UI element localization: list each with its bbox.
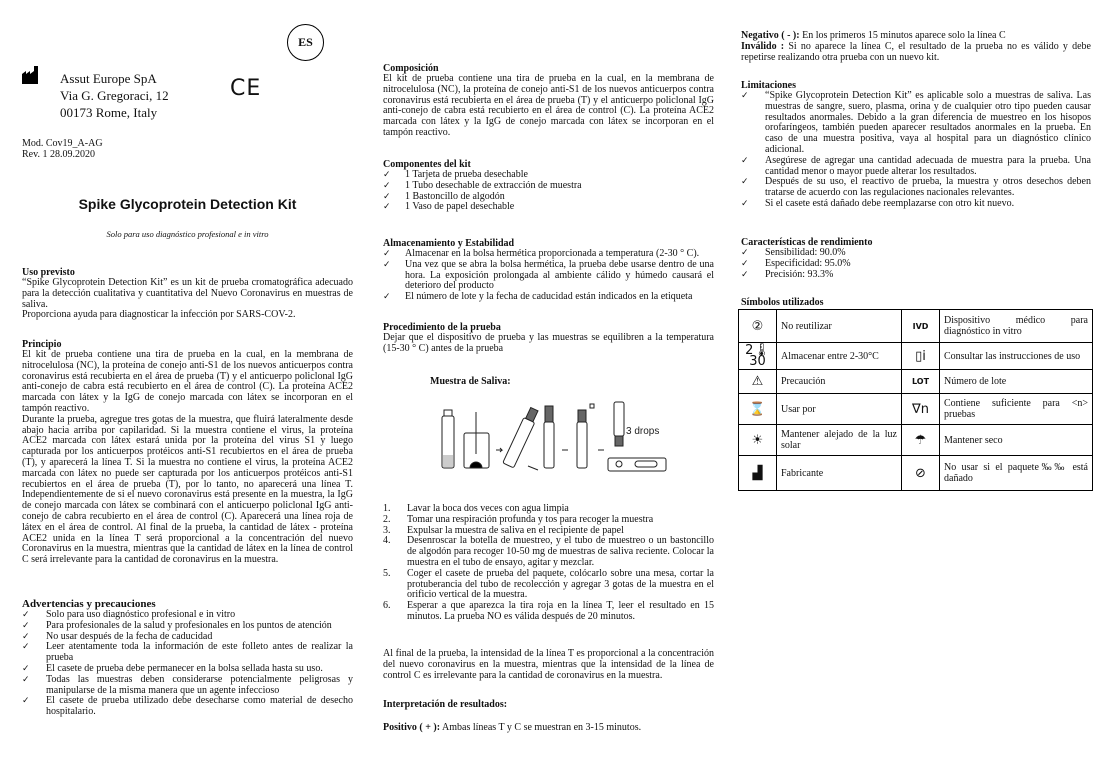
- symbols-table: [738, 309, 1093, 491]
- paragraph: Dejar que el dispositivo de prueba y las muestras se equilibren a la temperatura (15-30 ° C) antes de la prueba: [383, 332, 714, 354]
- ivd-icon: IVD: [902, 310, 940, 343]
- checklist-item: ✓ El casete de prueba utilizado debe desecharse como material de desecho hospitalario.: [22, 696, 353, 718]
- checklist-item: ✓ 1 Tarjeta de prueba desechable: [383, 170, 714, 181]
- paragraph: Durante la prueba, agregue tres gotas de la muestra, que fluirá lateralmente desde abajo hacia arriba por capilaridad. Si la muestra contiene el virus, la proteína ACE2 marcada con látex estará unida por la proteína del virus S1 y luego capturada por los anticuerpos protéicos anti-S1 recubiertos en el área de prueba (T), y aparecerá la línea T. Si la muestra no contiene el virus, la proteína ACE2 marcada con látex no puede ser capturada por los anticuerpos protéicos anti-S1 recubiertos en el área de prueba (T), por lo tanto, no aparecerá una línea T. Independientemente de si el nuevo coronavirus está presente en la muestra, la IgG de conejo marcada con látex se combinará con el anticuerpo policlonal IgG anti-conejo de cabra recubierto en el área de control (C). Aparecerá una línea roja de látex en el área de control. Al final de la prueba, la cantidad de látex - proteína ACE2 unida en la línea T será proporcional a la concentración del nuevo Coronavirus en la muestra, mientras que la cantidad de látex en la línea de control C será irrelevante para la cantidad de coronavirus en la muestra.: [22, 413, 353, 566]
- checklist-item: ✓ No usar después de la fecha de caducidad: [22, 632, 353, 643]
- checklist-item: ✓ Sensibilidad: 90.0%: [741, 248, 1091, 259]
- revision: Rev. 1 28.09.2020: [22, 149, 95, 160]
- step-text: Esperar a que aparezca la tira roja en la línea T, leer el resultado en 15 minutos. La prueba NO es válida después de 20 minutos.: [407, 600, 714, 622]
- section-rendimiento: [741, 237, 1091, 280]
- document-subtitle: Solo para uso diagnóstico profesional e in vitro: [106, 229, 269, 239]
- paragraph: El kit de prueba contiene una tira de prueba en la cual, en la membrana de nitrocelulosa (NC), la proteína de conejo anti-S1 de los nuevos anticuerpos contra coronavirus está recubierta en el área de prueba (T) y el anticuerpo policlonal IgG anti-conejo de cabra está recubierto en el área de control (C). La proteína ACE2 marcada con látex y la IgG de conejo marcada con látex se incorporan en el tampón reactivo.: [383, 73, 714, 138]
- procedure-step: [383, 569, 714, 601]
- checklist-item: ✓ Después de su uso, el reactivo de prueba, la muestra y otros desechos deben tratarse de acuerdo con las regulaciones nacionales relevantes.: [741, 177, 1091, 199]
- step-text: Desenroscar la botella de muestreo, y el tubo de muestreo o un bastoncillo de algodón para recoger 10-50 mg de muestras de saliva reciente. Colocar la muestra en el tubo de ensayo, agitar y mezclar.: [407, 535, 714, 568]
- step-number: 5.: [383, 567, 391, 579]
- keep-away-sunlight-icon: ☀: [739, 425, 777, 456]
- section-uso-previsto: [22, 267, 353, 321]
- section-componentes: [383, 159, 714, 213]
- symbol-label: Precaución: [777, 370, 902, 394]
- text: En los primeros 15 minutos aparece solo la línea C: [799, 30, 1006, 41]
- checklist-item: ✓ Para profesionales de la salud y profesionales en los puntos de atención: [22, 621, 353, 632]
- section-principio: [22, 339, 353, 566]
- symbols-heading: Símbolos utilizados: [741, 297, 824, 308]
- checklist-item: ✓ Asegúrese de agregar una cantidad adecuada de muestra para la prueba. Una cantidad menor o mayor puede alterar los resultados.: [741, 156, 1091, 178]
- section-heading: Componentes del kit: [383, 159, 471, 170]
- symbol-label: Consultar las instrucciones de uso: [940, 343, 1093, 370]
- section-limitaciones: [741, 80, 1091, 210]
- symbol-row: [739, 310, 1093, 343]
- figure-title: Muestra de Saliva:: [430, 376, 511, 387]
- sufficient-for-icon: ∇n: [902, 394, 940, 425]
- temperature-limit-icon: 2🌡30: [739, 343, 777, 370]
- symbol-label: No usar si el paquete‰‰ está dañado: [940, 456, 1093, 491]
- label: Inválido :: [741, 40, 785, 52]
- section-procedimiento: [383, 322, 714, 355]
- checklist-item: ✓ Una vez que se abra la bolsa hermética, la prueba debe usarse dentro de una hora. La exposición prolongada al ambiente cálido y húmedo causará el deterioro del producto: [383, 260, 714, 292]
- manufacturer-icon: [22, 66, 41, 84]
- checklist-item: ✓ “Spike Glycoprotein Detection Kit” es aplicable solo a muestras de saliva. Las muestras de sangre, suero, plasma, orina y de cualquier otro tipo pueden causar resultados anormales. Debido a la gran diferencia de muestreo en los hisopos orofaríngeos, también pueden aparecer resultados anormales en la prueba. En caso de una muestra positiva, vaya al hospital para un diagnóstico clínico adicional.: [741, 91, 1091, 156]
- document-title: Spike Glycoprotein Detection Kit: [78, 196, 297, 212]
- checklist-item: ✓ Especificidad: 95.0%: [741, 259, 1091, 270]
- checklist-item: ✓ 1 Vaso de papel desechable: [383, 202, 714, 213]
- symbol-row: [739, 456, 1093, 491]
- section-interpretacion: [383, 699, 714, 734]
- step-text: Expulsar la muestra de saliva en el recipiente de papel: [407, 524, 624, 536]
- step-number: 6.: [383, 600, 391, 612]
- checklist-item: ✓ Precisión: 93.3%: [741, 270, 1091, 281]
- section-heading: Composición: [383, 63, 439, 74]
- paragraph: Proporciona ayuda para diagnosticar la infección por SARS-COV-2.: [22, 309, 296, 321]
- symbol-label: No reutilizar: [777, 310, 902, 343]
- do-not-use-damaged-icon: ⊘: [902, 456, 940, 491]
- symbol-row: [739, 394, 1093, 425]
- paragraph: El kit de prueba contiene una tira de prueba en la cual, en la membrana de nitrocelulosa (NC), la proteína de conejo anti-S1 de los nuevos anticuerpos contra coronavirus está recubierta en el área de prueba (T) y el anticuerpo policlonal IgG anti-conejo de cabra está recubierto en el área de control (C). La proteína ACE2 marcada con látex y la IgG de conejo marcada con látex se incorporan en el tampón reactivo.: [22, 349, 353, 414]
- procedure-step: [383, 601, 714, 623]
- symbol-label: Almacenar entre 2-30°C: [777, 343, 902, 370]
- symbol-label: Usar por: [777, 394, 902, 425]
- manufacturer-icon: ▟: [739, 456, 777, 491]
- step-text: Coger el casete de prueba del paquete, colócarlo sobre una mesa, cortar la protuberancia del tubo de recolección y agregar 3 gotas de la muestra en el orificio vertical de la muestra.: [407, 567, 714, 601]
- step-number: 3.: [383, 524, 391, 536]
- step-number: 4.: [383, 535, 391, 547]
- text: Ambas líneas T y C se muestran en 3-15 minutos.: [440, 722, 642, 733]
- section-composicion: [383, 63, 714, 139]
- checklist-item: ✓ El casete de prueba debe permanecer en la bolsa sellada hasta su uso.: [22, 664, 353, 675]
- keep-dry-icon: ☂: [902, 425, 940, 456]
- procedure-conclusion: Al final de la prueba, la intensidad de la línea T es proporcional a la concentración del nuevo coronavirus en la muestra, mientras que la intensidad de la línea de control C es irrelevante para la cantidad de coronavirus en la muestra.: [383, 648, 714, 681]
- model-info: [22, 138, 103, 160]
- street: Via G. Gregoraci, 12: [60, 88, 169, 103]
- section-advertencias: [22, 599, 353, 718]
- step-number: 2.: [383, 513, 391, 525]
- step-text: Lavar la boca dos veces con agua limpia: [407, 503, 569, 514]
- section-heading: Almacenamiento y Estabilidad: [383, 238, 515, 249]
- step-text: Tomar una respiración profunda y tos para recoger la muestra: [407, 513, 654, 525]
- symbol-row: [739, 343, 1093, 370]
- section-heading: Advertencias y precauciones: [22, 598, 156, 610]
- drops-label: 3 drops: [626, 426, 660, 437]
- symbol-label: Fabricante: [777, 456, 902, 491]
- checklist-item: ✓ El número de lote y la fecha de caducidad están indicados en la etiqueta: [383, 292, 714, 303]
- checklist-item: ✓ Si el casete está dañado debe reemplazarse con otro kit nuevo.: [741, 199, 1091, 210]
- symbol-row: [739, 370, 1093, 394]
- step-number: 1.: [383, 503, 391, 514]
- checklist-item: ✓ 1 Bastoncillo de algodón: [383, 192, 714, 203]
- procedure-steps: [383, 504, 714, 623]
- language-badge: ES: [287, 24, 324, 61]
- symbol-label: Número de lote: [940, 370, 1093, 394]
- procedure-step: [383, 536, 714, 568]
- caution-icon: ⚠: [739, 370, 777, 394]
- symbol-label: Dispositivo médico para diagnóstico in vitro: [940, 310, 1093, 343]
- symbol-row: [739, 425, 1093, 456]
- section-heading: Interpretación de resultados:: [383, 699, 508, 710]
- section-almacenamiento: [383, 238, 714, 303]
- checklist-item: ✓ Leer atentamente toda la información de este folleto antes de realizar la prueba: [22, 642, 353, 664]
- result-interpretation-cont: [741, 31, 1091, 63]
- city: 00173 Rome, Italy: [60, 105, 158, 120]
- saliva-procedure-illustration: [440, 400, 670, 475]
- ce-mark: CE: [230, 76, 262, 101]
- section-heading: Principio: [22, 339, 62, 350]
- result-positive: [383, 723, 714, 734]
- manufacturer-address: [60, 70, 169, 121]
- symbol-label: Contiene suficiente para <n> pruebas: [940, 394, 1093, 425]
- checklist-item: ✓ Todas las muestras deben considerarse potencialmente peligrosas y manipularse de la misma manera que un agente infeccioso: [22, 675, 353, 697]
- symbol-label: Mantener alejado de la luz solar: [777, 425, 902, 456]
- model: Mod. Cov19_A-AG: [22, 138, 103, 149]
- label: Negativo ( - ):: [741, 30, 800, 41]
- section-heading: Características de rendimiento: [741, 237, 873, 248]
- instructions-icon: ▯i: [902, 343, 940, 370]
- text: Si no aparece la línea C, el resultado de la prueba no es válido y debe repetirse realizando otra prueba con un nuevo kit.: [741, 40, 1091, 63]
- lot-icon: LOT: [902, 370, 940, 394]
- symbol-label: Mantener seco: [940, 425, 1093, 456]
- checklist-item: ✓ Solo para uso diagnóstico profesional e in vitro: [22, 610, 353, 621]
- section-heading: Procedimiento de la prueba: [383, 322, 501, 333]
- do-not-reuse-icon: ②: [739, 310, 777, 343]
- section-heading: Limitaciones: [741, 80, 796, 91]
- checklist-item: ✓ 1 Tubo desechable de extracción de muestra: [383, 181, 714, 192]
- company-name: Assut Europe SpA: [60, 71, 157, 86]
- hourglass-icon: ⌛: [739, 394, 777, 425]
- paragraph: “Spike Glycoprotein Detection Kit” es un kit de prueba cromatográfica adecuado para la detección cualitativa y cuantitativa del Nuevo Coronavirus en muestras de saliva.: [22, 277, 353, 310]
- section-heading: Uso previsto: [22, 267, 75, 278]
- result-invalid: [741, 42, 1091, 64]
- label: Positivo ( + ):: [383, 722, 441, 733]
- checklist-item: ✓ Almacenar en la bolsa hermética proporcionada a temperatura (2-30 ° C).: [383, 249, 714, 260]
